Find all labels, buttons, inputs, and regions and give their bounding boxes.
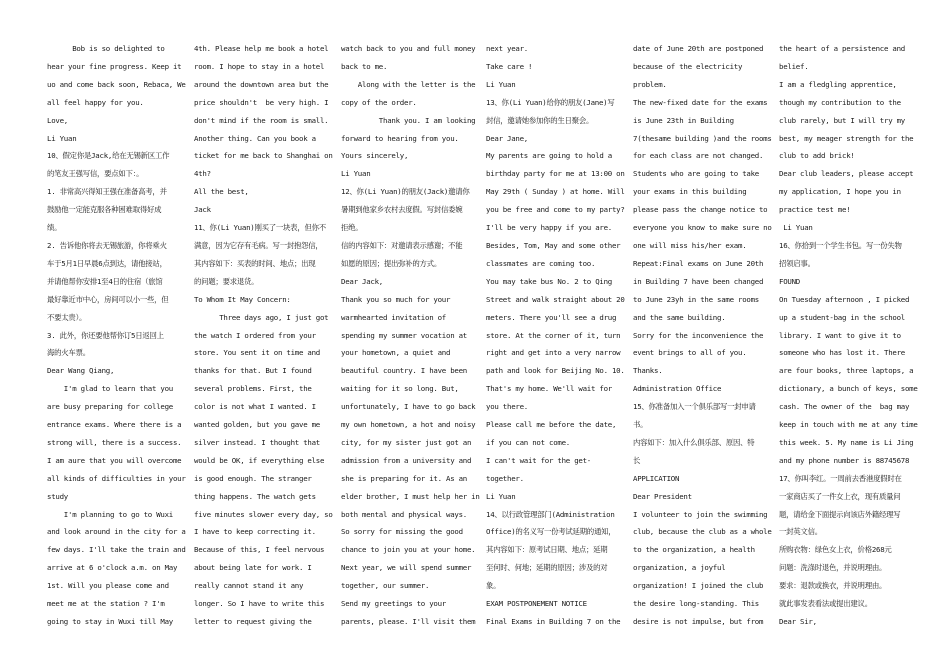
text-line: 12、你(Li Yuan)的朋友(Jack)邀请你: [341, 187, 470, 197]
text-line: 书。: [633, 420, 648, 430]
text-column-2: [194, 40, 333, 631]
text-line: thanks for that. But I found: [194, 366, 312, 376]
text-line: store. At the corner of it, turn: [486, 330, 621, 340]
text-line: are four books, three laptops, a: [779, 366, 914, 376]
text-line: about being late for work. I: [194, 563, 312, 573]
text-line: 鼓励他一定能克服各种困难取得好成: [47, 205, 162, 215]
text-line: I can't wait for the get-: [486, 455, 591, 465]
text-line: next year.: [486, 44, 528, 53]
text-line: thing happens. The watch gets: [194, 491, 316, 501]
text-line: I am aure that you will overcome: [47, 455, 182, 465]
text-line: right and get into a very narrow: [486, 348, 621, 358]
text-line: club rarely, but I will try my: [779, 115, 905, 125]
text-line: study: [47, 491, 68, 501]
text-line: club to add brick!: [779, 151, 855, 161]
text-line: all kinds of difficulties in your: [47, 473, 186, 483]
text-line: someone who has lost it. There: [779, 348, 905, 358]
text-line: 海的火车票。: [47, 348, 90, 358]
text-line: May 29th ( Sunday ) at home. Will: [486, 187, 625, 197]
text-line: So sorry for missing the good: [341, 527, 463, 537]
text-line: Dear President: [633, 491, 692, 501]
text-line: waiting for it so long. But,: [341, 384, 459, 394]
text-line: 15、你准备加入一个俱乐部写一封申请: [633, 402, 756, 412]
text-column-4: [486, 40, 625, 631]
text-line: Dear Wang Qiang,: [47, 366, 115, 376]
text-line: the heart of a persistence and: [779, 44, 905, 53]
text-line: color is not what I wanted. I: [194, 402, 316, 412]
text-line: meters. There you'll see a drug: [486, 312, 617, 322]
text-line: arrive at 6 o'clock a.m. on May: [47, 563, 178, 573]
text-line: Li Yuan: [47, 133, 77, 143]
text-line: Thanks.: [633, 366, 663, 376]
text-line: Li Yuan: [486, 79, 516, 89]
text-line: 其内容如下：买表的时间、地点；出现: [194, 258, 316, 268]
text-column-3: [341, 40, 480, 631]
text-line: event brings to all of you.: [633, 348, 747, 358]
text-line: all feel happy for you.: [47, 97, 144, 107]
text-line: Street and walk straight about 20: [486, 294, 625, 304]
text-line: Three days ago, I just got: [194, 312, 329, 322]
text-line: if you can not come.: [486, 437, 570, 447]
text-line: best, my meager strength for the: [779, 133, 914, 143]
text-line: don't mind if the room is small.: [194, 115, 329, 125]
text-line: you be free and come to my party?: [486, 205, 625, 215]
text-line: five minutes slower every day, so: [194, 509, 333, 519]
text-line: birthday party for me at 13:00 on: [486, 169, 625, 179]
text-line: because of the electricity: [633, 61, 743, 71]
text-line: 内容如下：加入什么俱乐部、原因、特: [633, 437, 755, 447]
text-line: organization, a joyful: [633, 563, 726, 573]
text-line: is good enough. The stranger: [194, 473, 312, 483]
text-line: meet me at the station ? I'm: [47, 599, 165, 609]
text-line: for each class are not changed.: [633, 151, 764, 161]
text-line: and the same building.: [633, 312, 726, 322]
text-line: you there.: [486, 402, 528, 412]
text-line: 11、你(Li Yuan)刚买了一块表，但你不: [194, 223, 326, 233]
text-line: 3. 此外，你还要他帮你订5日返回上: [47, 330, 164, 340]
text-line: together, our summer.: [341, 581, 430, 591]
text-line: both mental and physical ways.: [341, 509, 467, 519]
text-line: 长: [633, 455, 641, 465]
text-line: desire is not impulse, but from: [633, 617, 764, 626]
text-column-5: [633, 40, 772, 631]
text-line: 暑期到他家乡农村去度假。写封信委婉: [341, 205, 463, 215]
text-line: Li Yuan: [779, 223, 813, 233]
text-line: the watch I ordered from your: [194, 330, 316, 340]
text-line: Along with the letter is the: [341, 79, 476, 89]
text-line: back to me.: [341, 61, 388, 71]
text-line: 的问题；要求退货。: [194, 276, 259, 286]
text-line: practice test me!: [779, 205, 851, 215]
text-line: organization! I joined the club: [633, 581, 764, 591]
text-line: Office)的名义写一份考试延期的通知，: [486, 527, 616, 537]
text-line: That's my home. We'll wait for: [486, 384, 612, 394]
text-line: copy of the order.: [341, 97, 417, 107]
text-line: admission from a university and: [341, 455, 472, 465]
text-line: 不要太贵）。: [47, 312, 87, 322]
text-line: Besides, Tom, May and some other: [486, 240, 621, 250]
text-line: classmates are coming too.: [486, 258, 596, 268]
text-line: 1. 非常高兴得知王强在准备高考，并: [47, 187, 167, 197]
text-line: 并请他帮你安排1至4日的住宿（旅馆: [47, 276, 163, 286]
text-line: 就此事发表看法或提出建议。: [779, 599, 872, 609]
text-line: few days. I'll take the train and: [47, 545, 186, 555]
text-line: Take care !: [486, 61, 533, 71]
text-line: 4th. Please help me book a hotel: [194, 44, 329, 53]
text-line: All the best,: [194, 187, 249, 197]
text-line: FOUND: [779, 276, 800, 286]
text-line: Love,: [47, 115, 68, 125]
text-column-1: [47, 40, 186, 631]
text-line: she is preparing for it. As an: [341, 473, 467, 483]
text-line: 一家商店买了一件女上衣，现有质量问: [779, 491, 901, 501]
text-line: around the downtown area but the: [194, 79, 329, 89]
text-line: Dear Jane,: [486, 133, 528, 143]
text-line: really cannot stand it any: [194, 581, 304, 591]
text-line: path and look for Beijing No. 10.: [486, 366, 625, 376]
text-line: to June 23yh in the same rooms: [633, 294, 759, 304]
text-line: My parents are going to hold a: [486, 151, 612, 161]
text-line: your exams in this building: [633, 187, 747, 197]
text-line: I am a fledgling apprentice,: [779, 79, 897, 89]
text-line: going to stay in Wuxi till May: [47, 617, 173, 626]
text-line: room. I hope to stay in a hotel: [194, 61, 325, 71]
text-line: On Tuesday afternoon , I picked: [779, 294, 910, 304]
text-line: Final Exams in Building 7 on the: [486, 617, 621, 626]
text-line: 2. 告诉他你将去无锡旅游，你将乘火: [47, 240, 167, 250]
text-line: Yours sincerely,: [341, 151, 409, 161]
text-line: Thank you. I am looking: [341, 115, 476, 125]
text-line: chance to join you at your home.: [341, 545, 476, 555]
text-line: uo and come back soon, Rebaca, We: [47, 79, 186, 89]
text-line: 题，请给金下面提示向该店外籍经理写: [779, 509, 901, 519]
text-line: 最好靠近市中心，房间可以小一些，但: [47, 294, 169, 304]
text-line: Students who are going to take: [633, 169, 759, 179]
text-line: store. You sent it on time and: [194, 348, 320, 358]
text-line: several problems. First, the: [194, 384, 312, 394]
text-line: beautiful country. I have been: [341, 366, 467, 376]
text-line: elder brother, I must help her in: [341, 491, 480, 501]
text-line: your hometown, a quiet and: [341, 348, 451, 358]
text-line: 的笔友王强写信，要点如下：。: [47, 169, 144, 179]
text-line: please pass the change notice to: [633, 205, 768, 215]
text-line: 车于5月1日早晨6点到达，请他接站，: [47, 258, 167, 268]
text-line: Dear Sir,: [779, 617, 817, 626]
text-line: wanted golden, but you gave me: [194, 420, 320, 430]
text-line: 7(thesame building )and the rooms: [633, 133, 772, 143]
text-line: Because of this, I feel nervous: [194, 545, 325, 555]
text-line: club, because the club as a whole: [633, 527, 772, 537]
text-line: I'm glad to learn that you: [47, 384, 173, 394]
text-line: 绩。: [47, 223, 62, 233]
text-line: I'm planning to go to Wuxi: [47, 509, 173, 519]
text-line: 4th?: [194, 169, 211, 179]
text-line: library. I want to give it to: [779, 330, 901, 340]
text-line: 10、假定你是Jack,给在无锡新区工作: [47, 151, 170, 161]
text-line: silver instead. I thought that: [194, 437, 320, 447]
text-line: cash. The owner of the bag may: [779, 402, 910, 412]
text-line: 如愿的原因；提出弥补的方式。: [341, 258, 441, 268]
text-line: Thank you so much for your: [341, 294, 451, 304]
text-line: up a student-bag in the school: [779, 312, 905, 322]
text-line: hear your fine progress. Keep it: [47, 61, 182, 71]
text-line: belief.: [779, 61, 809, 71]
text-line: 其内容如下：原考试日期、地点；延期: [486, 545, 608, 555]
text-line: To Whom It May Concern:: [194, 294, 291, 304]
text-line: strong will, there is a success.: [47, 437, 182, 447]
text-line: Sorry for the inconvenience the: [633, 330, 764, 340]
text-line: dictionary, a bunch of keys, some: [779, 384, 918, 394]
text-line: Next year, we will spend summer: [341, 563, 472, 573]
text-line: in Building 7 have been changed: [633, 276, 764, 286]
text-line: Dear club leaders, please accept: [779, 169, 914, 179]
text-line: 信的内容如下：对邀请表示感谢；不能: [341, 240, 463, 250]
text-line: my application, I hope you in: [779, 187, 901, 197]
text-line: spending my summer vocation at: [341, 330, 467, 340]
text-line: letter to request giving the: [194, 617, 312, 626]
text-line: ticket for me back to Shanghai on: [194, 151, 333, 161]
text-line: the desire long-standing. This: [633, 599, 759, 609]
text-line: Please call me before the date,: [486, 420, 617, 430]
text-line: my own hometown, a hot and noisy: [341, 420, 476, 430]
text-line: are busy preparing for college: [47, 402, 173, 412]
text-line: 拒绝。: [341, 223, 363, 233]
text-line: is June 23th in Building: [633, 115, 734, 125]
text-line: together.: [486, 473, 524, 483]
text-line: watch back to you and full money: [341, 44, 476, 53]
text-line: 封信，邀请她参加你的生日聚会。: [486, 115, 594, 125]
text-line: Li Yuan: [341, 169, 371, 179]
text-line: entrance exams. Where there is a: [47, 420, 182, 430]
text-line: 招领启事。: [779, 258, 815, 268]
text-line: 象。: [486, 581, 501, 591]
text-line: longer. So I have to write this: [194, 599, 325, 609]
text-line: 所购衣物：绿色女上衣，价格268元: [779, 545, 892, 555]
text-line: 一封英文信。: [779, 527, 822, 537]
text-line: Jack: [194, 205, 211, 215]
text-line: APPLICATION: [633, 473, 680, 483]
text-line: Li Yuan: [486, 491, 516, 501]
text-line: unfortunately, I have to go back: [341, 402, 476, 412]
text-line: I'll be very happy if you are.: [486, 223, 612, 233]
text-line: price shouldn't be very high. I: [194, 97, 329, 107]
text-line: and my phone number is 88745678: [779, 455, 910, 465]
text-line: and look around in the city for a: [47, 527, 186, 537]
text-line: You may take bus No. 2 to Qing: [486, 276, 612, 286]
text-line: Bob is so delighted to: [47, 44, 165, 53]
text-line: 问题：洗涤时退色，并说明理由。: [779, 563, 887, 573]
text-line: date of June 20th are postponed: [633, 44, 764, 53]
text-line: Send my greetings to your: [341, 599, 446, 609]
text-line: 14、以行政管理部门(Administration: [486, 509, 615, 519]
text-line: Administration Office: [633, 384, 722, 394]
text-line: The new-fixed date for the exams: [633, 97, 768, 107]
text-line: 1st. Will you please come and: [47, 581, 169, 591]
text-line: one will miss his/her exam.: [633, 240, 747, 250]
text-line: 17、你叫李红。一周前去香港度假时在: [779, 473, 902, 483]
text-line: problem.: [633, 79, 667, 89]
text-line: to the organization, a health: [633, 545, 755, 555]
text-line: Dear Jack,: [341, 276, 383, 286]
text-line: parents, please. I'll visit them: [341, 617, 476, 626]
text-line: forward to hearing from you.: [341, 133, 459, 143]
text-line: Repeat:Final exams on June 20th: [633, 258, 764, 268]
text-line: though my contribution to the: [779, 97, 901, 107]
text-line: 13、你(Li Yuan)给你的朋友(Jane)写: [486, 97, 615, 107]
text-line: this week. 5. My name is Li Jing: [779, 437, 914, 447]
text-line: 16、你拾到一个学生书包。写一份失物: [779, 240, 902, 250]
text-column-6: [779, 40, 918, 631]
text-line: city, for my sister just got an: [341, 437, 472, 447]
text-line: 至何时、何地；延期的原因；涉及的对: [486, 563, 608, 573]
text-line: Another thing. Can you book a: [194, 133, 316, 143]
text-line: I volunteer to join the swimming: [633, 509, 768, 519]
text-line: warmhearted invitation of: [341, 312, 446, 322]
text-line: everyone you know to make sure no: [633, 223, 772, 233]
text-line: keep in touch with me at any time: [779, 420, 918, 430]
text-line: would be OK, if everything else: [194, 455, 325, 465]
text-line: 要求：退款或换衣，并说明理由。: [779, 581, 887, 591]
text-line: I have to keep correcting it.: [194, 527, 316, 537]
text-line: EXAM POSTPONEMENT NOTICE: [486, 599, 587, 609]
text-line: 满意，因为它存有毛病。写一封抱怨信，: [194, 240, 323, 250]
